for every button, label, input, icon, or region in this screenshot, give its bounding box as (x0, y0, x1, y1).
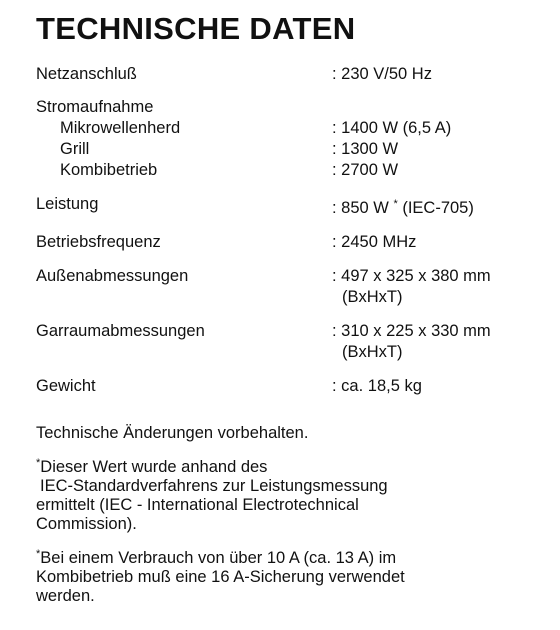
footnote-line: Kombibetrieb muß eine 16 A-Sicherung verwendet (36, 568, 405, 586)
spec-sublabel: Mikrowellenherd (60, 119, 181, 137)
spec-value-line2: (BxHxT) (342, 288, 403, 306)
spec-table (36, 64, 546, 397)
note-changes: Technische Änderungen vorbehalten. (36, 424, 309, 442)
footnote-line: IEC-Standardverfahrens zur Leistungsmessung (40, 477, 388, 495)
spec-value-line1: : 497 x 325 x 380 mm (332, 267, 491, 285)
spec-value: : 2700 W (332, 161, 399, 179)
spec-value: : 230 V/50 Hz (332, 65, 432, 83)
footnote-line: Commission). (36, 515, 137, 533)
notes-section (36, 424, 536, 606)
spec-value-line1: : 310 x 225 x 330 mm (332, 322, 491, 340)
spec-row-garraumabmessungen (36, 321, 546, 363)
footnote-star: * (36, 457, 41, 469)
footnote-line: werden. (36, 587, 95, 605)
spec-row-netzanschluss (36, 64, 546, 85)
spec-label: Garraumabmessungen (36, 322, 205, 340)
spec-label: Netzanschluß (36, 65, 137, 83)
footnote-sicherung (36, 545, 536, 606)
spec-sublabel: Grill (60, 140, 90, 158)
spec-label: Außenabmessungen (36, 267, 189, 285)
footnote-iec (36, 454, 536, 534)
spec-row-kombibetrieb (36, 160, 546, 181)
footnote-line: Bei einem Verbrauch von über 10 A (ca. 13 A) im (40, 549, 397, 567)
footnote-star: * (393, 198, 398, 210)
spec-value (332, 266, 546, 308)
spec-sublabel: Kombibetrieb (60, 161, 158, 179)
spec-row-stromaufnahme (36, 97, 546, 118)
spec-row-betriebsfrequenz (36, 232, 546, 253)
spec-label: Gewicht (36, 377, 96, 395)
footnote-line: Dieser Wert wurde anhand des (40, 458, 268, 476)
spec-row-aussenabmessungen (36, 266, 546, 308)
spec-label: Leistung (36, 195, 99, 213)
spec-row-mikrowellenherd (36, 118, 546, 139)
spec-label: Betriebsfrequenz (36, 233, 161, 251)
spec-row-grill (36, 139, 546, 160)
footnote-line: ermittelt (IEC - International Electrotechnical (36, 496, 359, 514)
spec-value: : ca. 18,5 kg (332, 377, 422, 395)
spec-value: : 1400 W (6,5 A) (332, 119, 452, 137)
spec-value-main: : 850 W (332, 199, 389, 217)
spec-label: Stromaufnahme (36, 98, 154, 116)
spec-value (332, 194, 546, 219)
spec-value (332, 321, 546, 363)
spec-row-gewicht (36, 376, 546, 397)
footnote-star: * (36, 548, 41, 560)
spec-row-leistung (36, 194, 546, 219)
page-title: TECHNISCHE DATEN (36, 11, 356, 46)
spec-value: : 2450 MHz (332, 233, 417, 251)
spec-value-empty (332, 97, 546, 118)
spec-value: : 1300 W (332, 140, 399, 158)
spec-value-tail: (IEC-705) (397, 199, 474, 217)
spec-value-line2: (BxHxT) (342, 343, 403, 361)
